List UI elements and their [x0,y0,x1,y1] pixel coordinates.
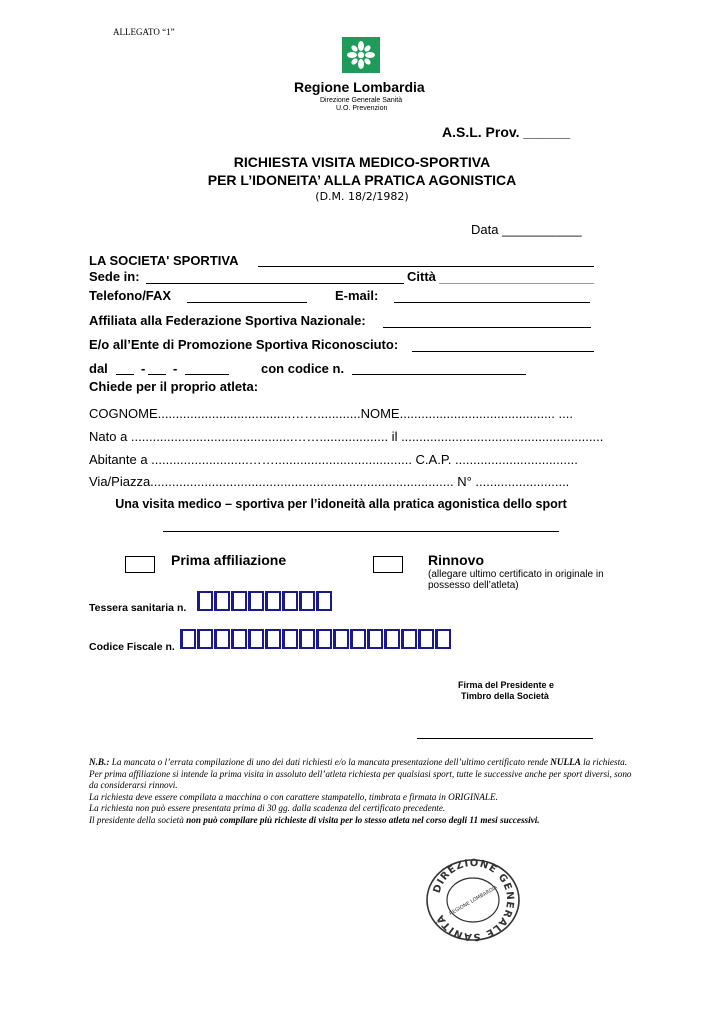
codice-fiscale-boxes[interactable] [180,629,452,649]
firma-label-line2: Timbro della Società [461,691,549,701]
regione-lombardia-logo [342,37,380,73]
cognome-nome-field[interactable]: COGNOME.....................................……............NOME........................................... .... [89,406,573,421]
official-stamp [423,857,523,943]
dal-day-line[interactable] [116,374,134,375]
note-presidente: Il presidente della società non può compilare più richieste di visita per lo stesso atleta nel corso degli 11 mesi successivi. [89,814,540,825]
codice-fiscale-box[interactable] [401,629,417,649]
codice-fiscale-box[interactable] [435,629,451,649]
prima-affiliazione-label: Prima affiliazione [171,552,287,568]
codice-fiscale-box[interactable] [231,629,247,649]
note-prima-affiliazione: Per prima affiliazione si intende la prima visita in assoluto dell’atleta richiesta per qualsiasi sport, tutte le successive anche per sport diversi, sono da considerarsi rinnovi. [89,768,632,791]
svg-text:REGIONE LOMBARDIA: REGIONE LOMBARDIA [448,884,499,918]
firma-label-line1: Firma del Presidente e [458,680,555,690]
sede-input-line[interactable] [146,283,404,284]
dal-separator-1: - [141,361,146,376]
rinnovo-note-line2: possesso dell’atleta) [428,580,519,591]
email-label: E-mail: [335,288,379,303]
codice-fiscale-box[interactable] [333,629,349,649]
date-field[interactable]: Data ___________ [471,222,582,237]
note-nb: N.B.: La mancata o l’errata compilazione di uno dei dati richiesti e/o la mancata presentazione dell’ultimo certificato rende NULLA la richiesta. [89,757,628,767]
telefono-label: Telefono/FAX [89,288,172,303]
svg-text:DIREZIONE GENERALE SANITÀ: DIREZIONE GENERALE SANITÀ [431,857,516,943]
chiede-label: Chiede per il proprio atleta: [89,379,259,394]
abitante-cap-field[interactable]: Abitante a ...........................……...................................... C.A.P. .................................. [89,452,578,467]
rinnovo-note-line1: (allegare ultimo certificato in originale in [428,569,604,580]
dal-month-line[interactable] [148,374,166,375]
email-input-line[interactable] [394,302,590,303]
ente-input-line[interactable] [412,351,594,352]
tessera-sanitaria-label: Tessera sanitaria n. [89,602,187,614]
tessera-sanitaria-box[interactable] [265,591,281,611]
tessera-sanitaria-box[interactable] [214,591,230,611]
societa-label: LA SOCIETA' SPORTIVA [89,253,239,268]
tessera-sanitaria-box[interactable] [248,591,264,611]
note-compilazione: La richiesta deve essere compilata a macchina o con carattere stampatello, timbrata e firmata in ORIGINALE. [89,791,498,802]
tessera-sanitaria-box[interactable] [299,591,315,611]
codice-fiscale-box[interactable] [282,629,298,649]
citta-label: Città [407,269,436,284]
codice-fiscale-box[interactable] [197,629,213,649]
allegato-label: ALLEGATO “1” [113,27,175,37]
codice-fiscale-box[interactable] [418,629,434,649]
tessera-sanitaria-box[interactable] [231,591,247,611]
sport-input-line[interactable] [163,531,559,532]
dal-label: dal [89,361,108,376]
region-name: Regione Lombardia [294,79,425,95]
dal-separator-2: - [173,361,178,376]
visita-sport-label: Una visita medico – sportiva per l’idoneità alla pratica agonistica dello sport [115,497,567,511]
tessera-sanitaria-boxes[interactable] [197,591,333,611]
rinnovo-label: Rinnovo [428,552,484,568]
codice-fiscale-box[interactable] [350,629,366,649]
codice-fiscale-label: Codice Fiscale n. [89,641,175,653]
codice-label: con codice n. [261,361,345,376]
notes-block [89,757,635,827]
decree-reference: (D.M. 18/2/1982) [315,190,409,203]
direzione-label: Direzione Generale Sanità [320,97,403,104]
codice-fiscale-box[interactable] [299,629,315,649]
codice-fiscale-box[interactable] [214,629,230,649]
citta-input-line[interactable] [439,283,594,284]
via-numero-field[interactable]: Via/Piazza.................................................................................... N° .......................... [89,474,570,489]
federazione-input-line[interactable] [383,327,591,328]
codice-fiscale-box[interactable] [316,629,332,649]
rinnovo-checkbox[interactable] [373,556,403,573]
tessera-sanitaria-box[interactable] [197,591,213,611]
nato-il-field[interactable]: Nato a .............................................……................... il ........................................................ [89,429,604,444]
sede-label: Sede in: [89,269,140,284]
codice-fiscale-box[interactable] [384,629,400,649]
ente-label: E/o all’Ente di Promozione Sportiva Riconosciuto: [89,337,399,352]
tessera-sanitaria-box[interactable] [316,591,332,611]
telefono-input-line[interactable] [187,302,307,303]
asl-province-field[interactable]: A.S.L. Prov. ______ [442,124,571,140]
prima-affiliazione-checkbox[interactable] [125,556,155,573]
societa-input-line[interactable] [258,266,594,267]
codice-fiscale-box[interactable] [367,629,383,649]
codice-fiscale-box[interactable] [248,629,264,649]
codice-fiscale-box[interactable] [180,629,196,649]
form-title-line2: PER L’IDONEITA’ ALLA PRATICA AGONISTICA [207,172,517,188]
tessera-sanitaria-box[interactable] [282,591,298,611]
unit-label: U.O. Prevenzion [336,105,388,112]
federazione-label: Affiliata alla Federazione Sportiva Nazionale: [89,313,366,328]
note-scadenza: La richiesta non può essere presentata prima di 30 gg. dalla scadenza del certificato precedente. [89,803,446,814]
codice-input-line[interactable] [352,374,526,375]
codice-fiscale-box[interactable] [265,629,281,649]
firma-signature-line[interactable] [417,738,593,739]
form-title-line1: RICHIESTA VISITA MEDICO-SPORTIVA [233,154,491,170]
dal-year-line[interactable] [185,374,229,375]
